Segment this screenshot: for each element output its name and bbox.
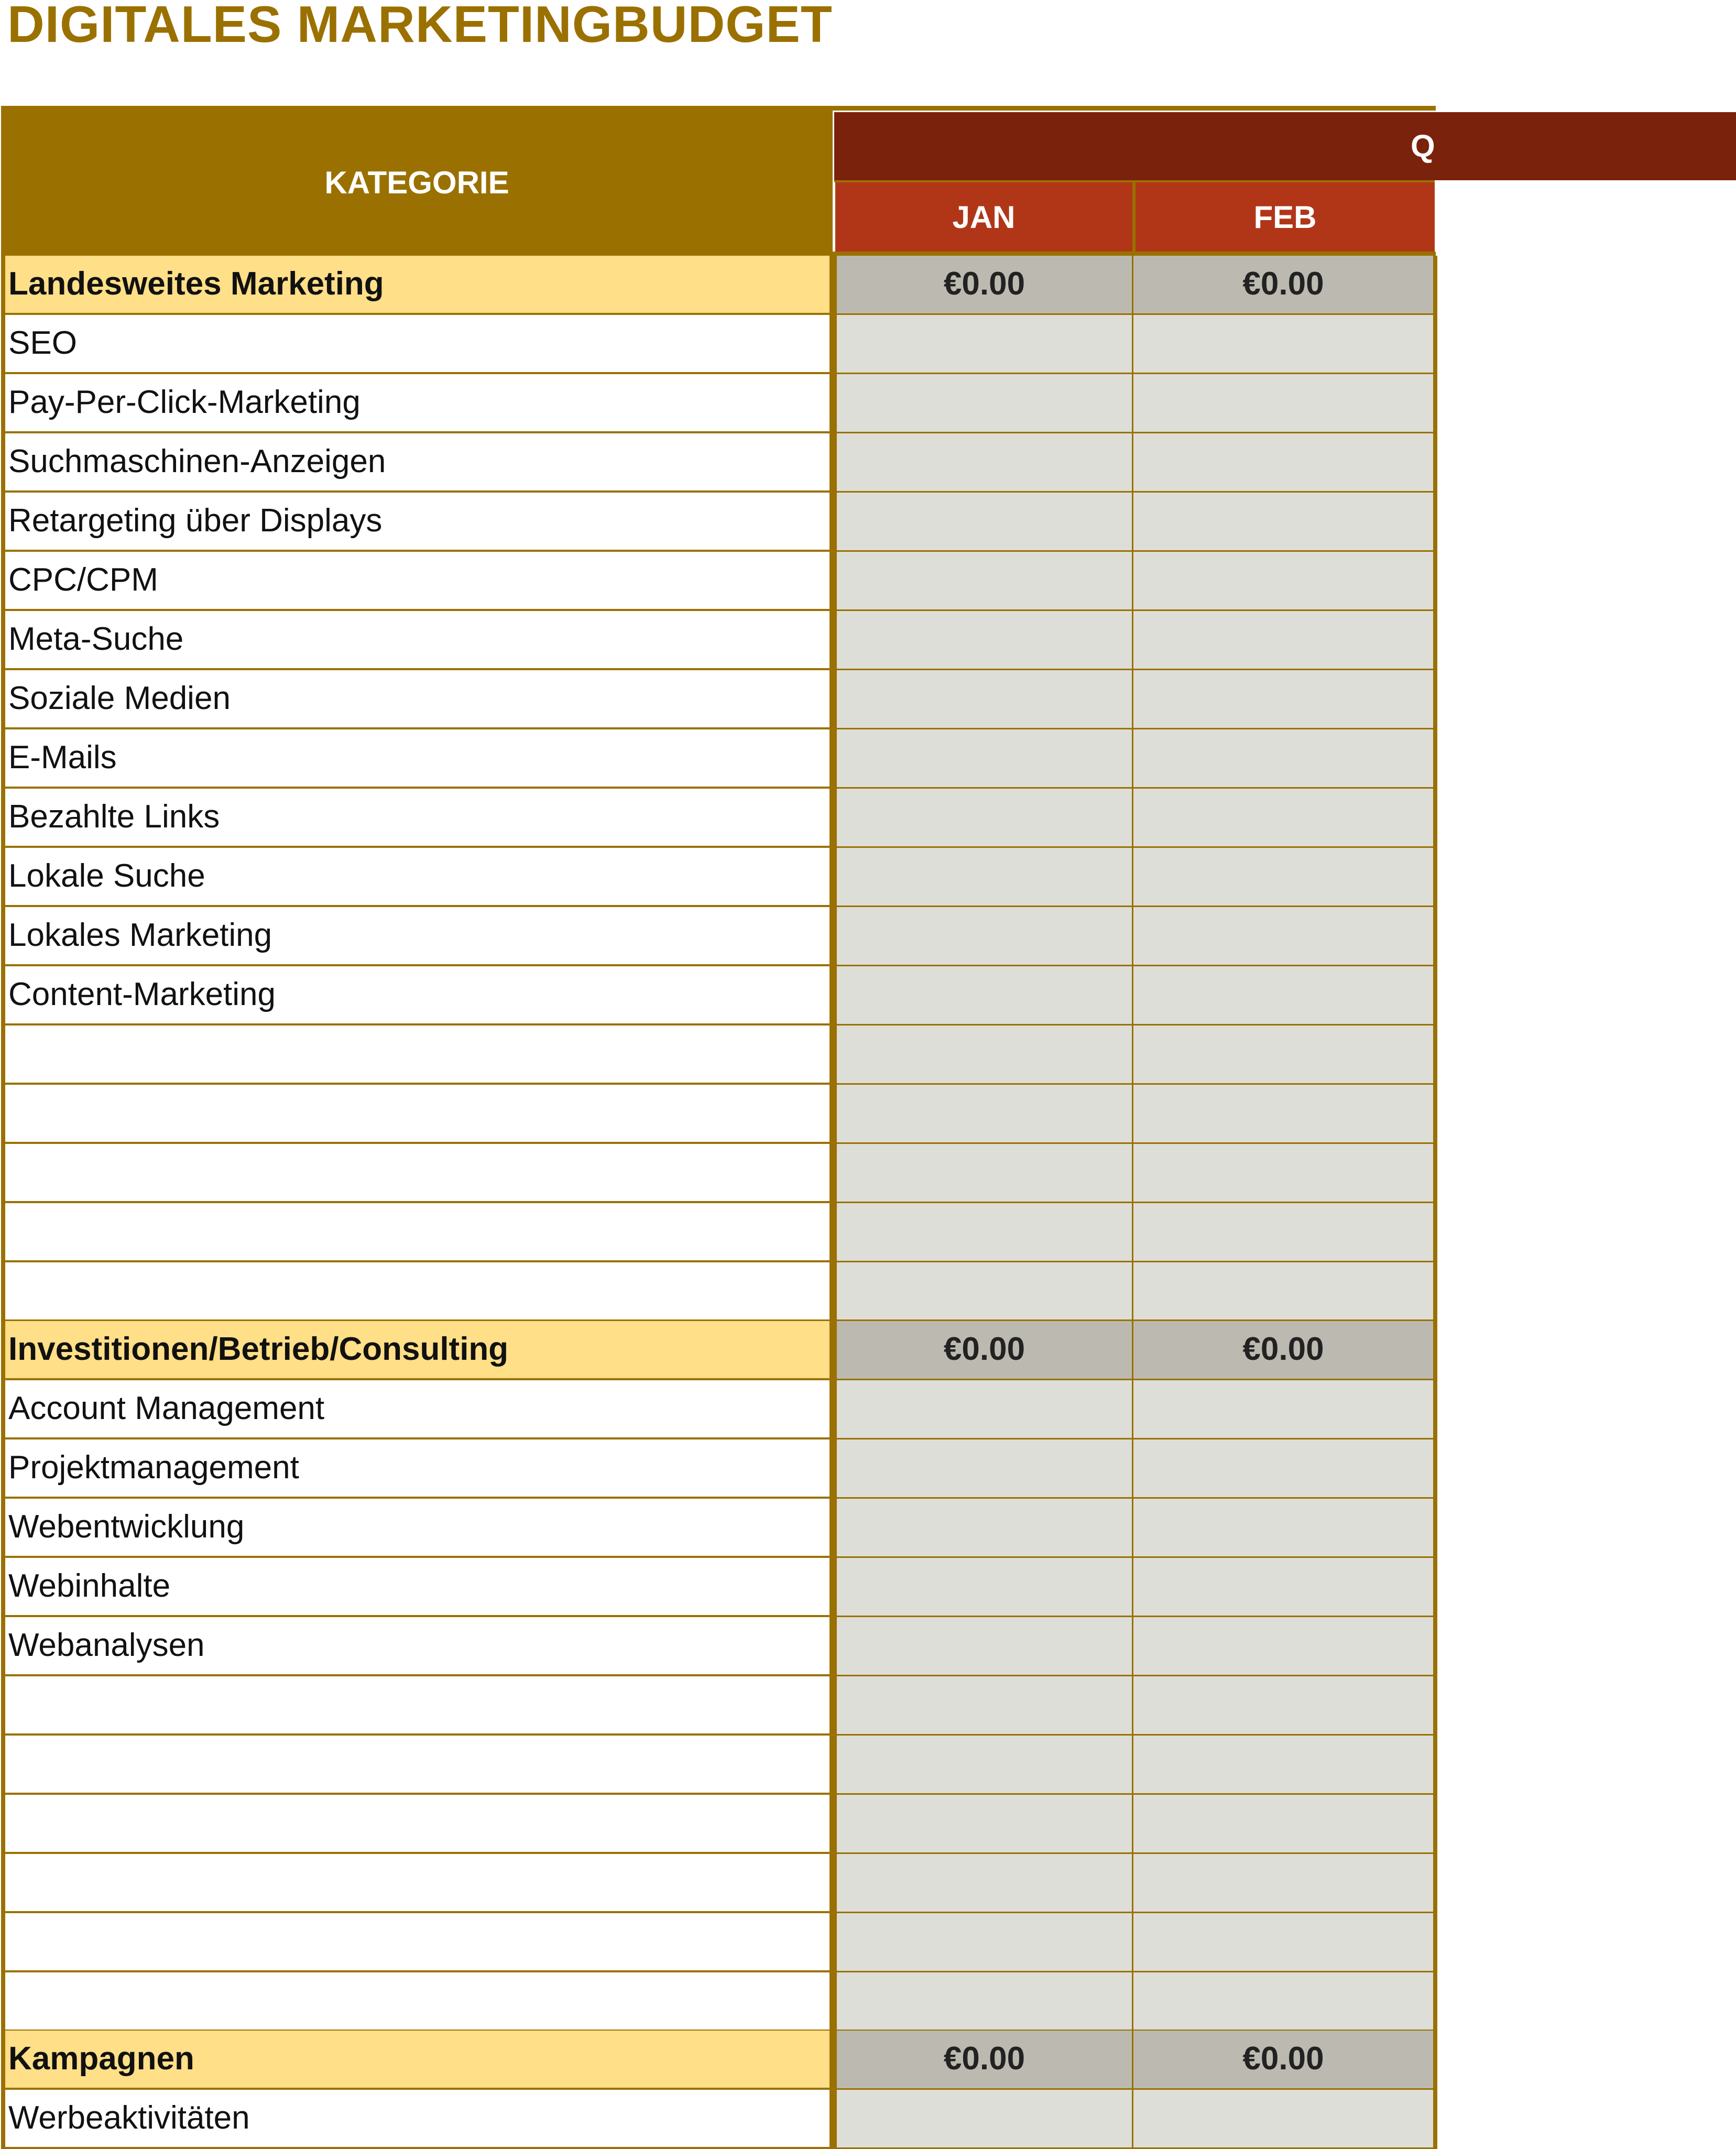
category-cell[interactable] [4,1026,832,1085]
section-title-cell[interactable]: Investitionen/Betrieb/Consulting [4,1321,832,1380]
amount-cell-feb[interactable] [1133,1795,1435,1854]
category-cell[interactable] [4,1085,832,1144]
amount-cell-feb[interactable] [1133,1262,1435,1322]
amount-cell-feb[interactable] [1133,1854,1435,1913]
amount-cell-jan[interactable] [835,789,1133,848]
amount-cell-jan[interactable] [835,729,1133,789]
amount-cell-feb[interactable] [1133,552,1435,611]
amount-cell-feb[interactable] [1133,1972,1435,2032]
amount-cell-jan[interactable] [835,670,1133,729]
amount-cell-feb[interactable] [1133,1203,1435,1262]
category-cell[interactable]: Pay-Per-Click-Marketing [4,374,832,433]
amount-cell-jan[interactable] [835,315,1133,374]
category-cell[interactable] [4,1203,832,1262]
amount-cell-jan[interactable] [835,1262,1133,1322]
amount-cell-jan[interactable] [835,2090,1133,2149]
amount-cell-feb[interactable] [1133,374,1435,433]
category-cell[interactable]: Lokales Marketing [4,907,832,966]
category-cell[interactable] [4,1676,832,1736]
amount-cell-jan[interactable] [835,1499,1133,1558]
amount-cell-feb[interactable] [1133,1558,1435,1617]
category-cell[interactable]: Webanalysen [4,1617,832,1676]
amount-cell-jan[interactable] [835,1795,1133,1854]
amount-cell-jan[interactable] [835,848,1133,907]
amount-cell-feb[interactable] [1133,1026,1435,1085]
section-title-cell[interactable]: Kampagnen [4,2031,832,2090]
amount-cell-jan[interactable] [835,1736,1133,1795]
amount-cell-jan[interactable] [835,1026,1133,1085]
month-header-feb[interactable] [1136,182,1435,252]
amount-cell-jan[interactable] [835,1203,1133,1262]
amount-cell-jan[interactable] [835,611,1133,670]
amount-cell-feb[interactable] [1133,729,1435,789]
category-cell[interactable]: Bezahlte Links [4,789,832,848]
category-cell[interactable]: Meta-Suche [4,611,832,670]
category-cell[interactable]: Webinhalte [4,1558,832,1617]
month-header-label: JAN [952,199,1016,235]
section-total-jan[interactable]: €0.00 [835,2031,1133,2090]
section-total-jan[interactable]: €0.00 [835,256,1133,315]
amount-cell-feb[interactable] [1133,907,1435,966]
month-header-jan[interactable] [835,182,1132,252]
section-total-jan[interactable]: €0.00 [835,1321,1133,1380]
section-total-feb[interactable]: €0.00 [1133,1321,1435,1380]
amount-cell-feb[interactable] [1133,433,1435,493]
category-cell[interactable] [4,1913,832,1972]
amount-cell-feb[interactable] [1133,1380,1435,1439]
amount-cell-feb[interactable] [1133,1085,1435,1144]
quarter-header-label: Q [1411,128,1435,163]
amount-cell-jan[interactable] [835,1913,1133,1972]
amount-cell-jan[interactable] [835,374,1133,433]
amount-cell-jan[interactable] [835,1380,1133,1439]
amount-cell-feb[interactable] [1133,1499,1435,1558]
page-title: DIGITALES MARKETINGBUDGET [7,0,833,53]
header-top-rule [1,106,1436,111]
amount-cell-feb[interactable] [1133,848,1435,907]
category-column-header-label: KATEGORIE [324,165,509,200]
category-cell[interactable]: CPC/CPM [4,552,832,611]
amount-cell-feb[interactable] [1133,789,1435,848]
category-cell[interactable]: Content-Marketing [4,966,832,1026]
category-cell[interactable]: Retargeting über Displays [4,493,832,552]
amount-cell-feb[interactable] [1133,493,1435,552]
amount-cell-feb[interactable] [1133,1676,1435,1736]
amount-cell-feb[interactable] [1133,1736,1435,1795]
category-cell[interactable]: Suchmaschinen-Anzeigen [4,433,832,493]
amount-cell-jan[interactable] [835,493,1133,552]
category-cell[interactable]: Lokale Suche [4,848,832,907]
amount-cell-feb[interactable] [1133,1439,1435,1499]
amount-cell-jan[interactable] [835,1144,1133,1203]
amount-cell-jan[interactable] [835,1972,1133,2032]
amount-cell-feb[interactable] [1133,315,1435,374]
amount-cell-jan[interactable] [835,966,1133,1026]
amount-cell-jan[interactable] [835,1439,1133,1499]
amount-cell-jan[interactable] [835,1854,1133,1913]
category-cell[interactable]: E-Mails [4,729,832,789]
category-cell[interactable]: SEO [4,315,832,374]
category-column-header[interactable] [1,111,833,254]
amount-cell-feb[interactable] [1133,670,1435,729]
category-cell[interactable]: Projektmanagement [4,1439,832,1499]
amount-cell-jan[interactable] [835,552,1133,611]
category-cell[interactable] [4,1795,832,1854]
amount-cell-jan[interactable] [835,1085,1133,1144]
month-header-label: FEB [1253,199,1317,235]
header-bottom-rule [1,252,1436,256]
amount-cell-feb[interactable] [1133,1913,1435,1972]
amount-cell-feb[interactable] [1133,2090,1435,2149]
amount-cell-jan[interactable] [835,1617,1133,1676]
amount-cell-feb[interactable] [1133,611,1435,670]
category-cell[interactable] [4,1854,832,1913]
amount-cell-jan[interactable] [835,907,1133,966]
section-title-cell[interactable]: Landesweites Marketing [4,256,832,315]
category-cell[interactable]: Werbeaktivitäten [4,2090,832,2149]
category-cell[interactable] [4,1144,832,1203]
quarter-header[interactable] [834,112,1736,180]
category-cell[interactable]: Soziale Medien [4,670,832,729]
section-total-feb[interactable]: €0.00 [1133,2031,1435,2090]
amount-cell-feb[interactable] [1133,1617,1435,1676]
amount-cell-feb[interactable] [1133,1144,1435,1203]
category-cell[interactable]: Account Management [4,1380,832,1439]
category-cell[interactable]: Webentwicklung [4,1499,832,1558]
amount-cell-jan[interactable] [835,1676,1133,1736]
category-cell[interactable] [4,1736,832,1795]
category-cell[interactable] [4,1262,832,1322]
amount-cell-feb[interactable] [1133,966,1435,1026]
category-cell[interactable] [4,1972,832,2032]
amount-cell-jan[interactable] [835,433,1133,493]
amount-cell-jan[interactable] [835,1558,1133,1617]
section-total-feb[interactable]: €0.00 [1133,256,1435,315]
